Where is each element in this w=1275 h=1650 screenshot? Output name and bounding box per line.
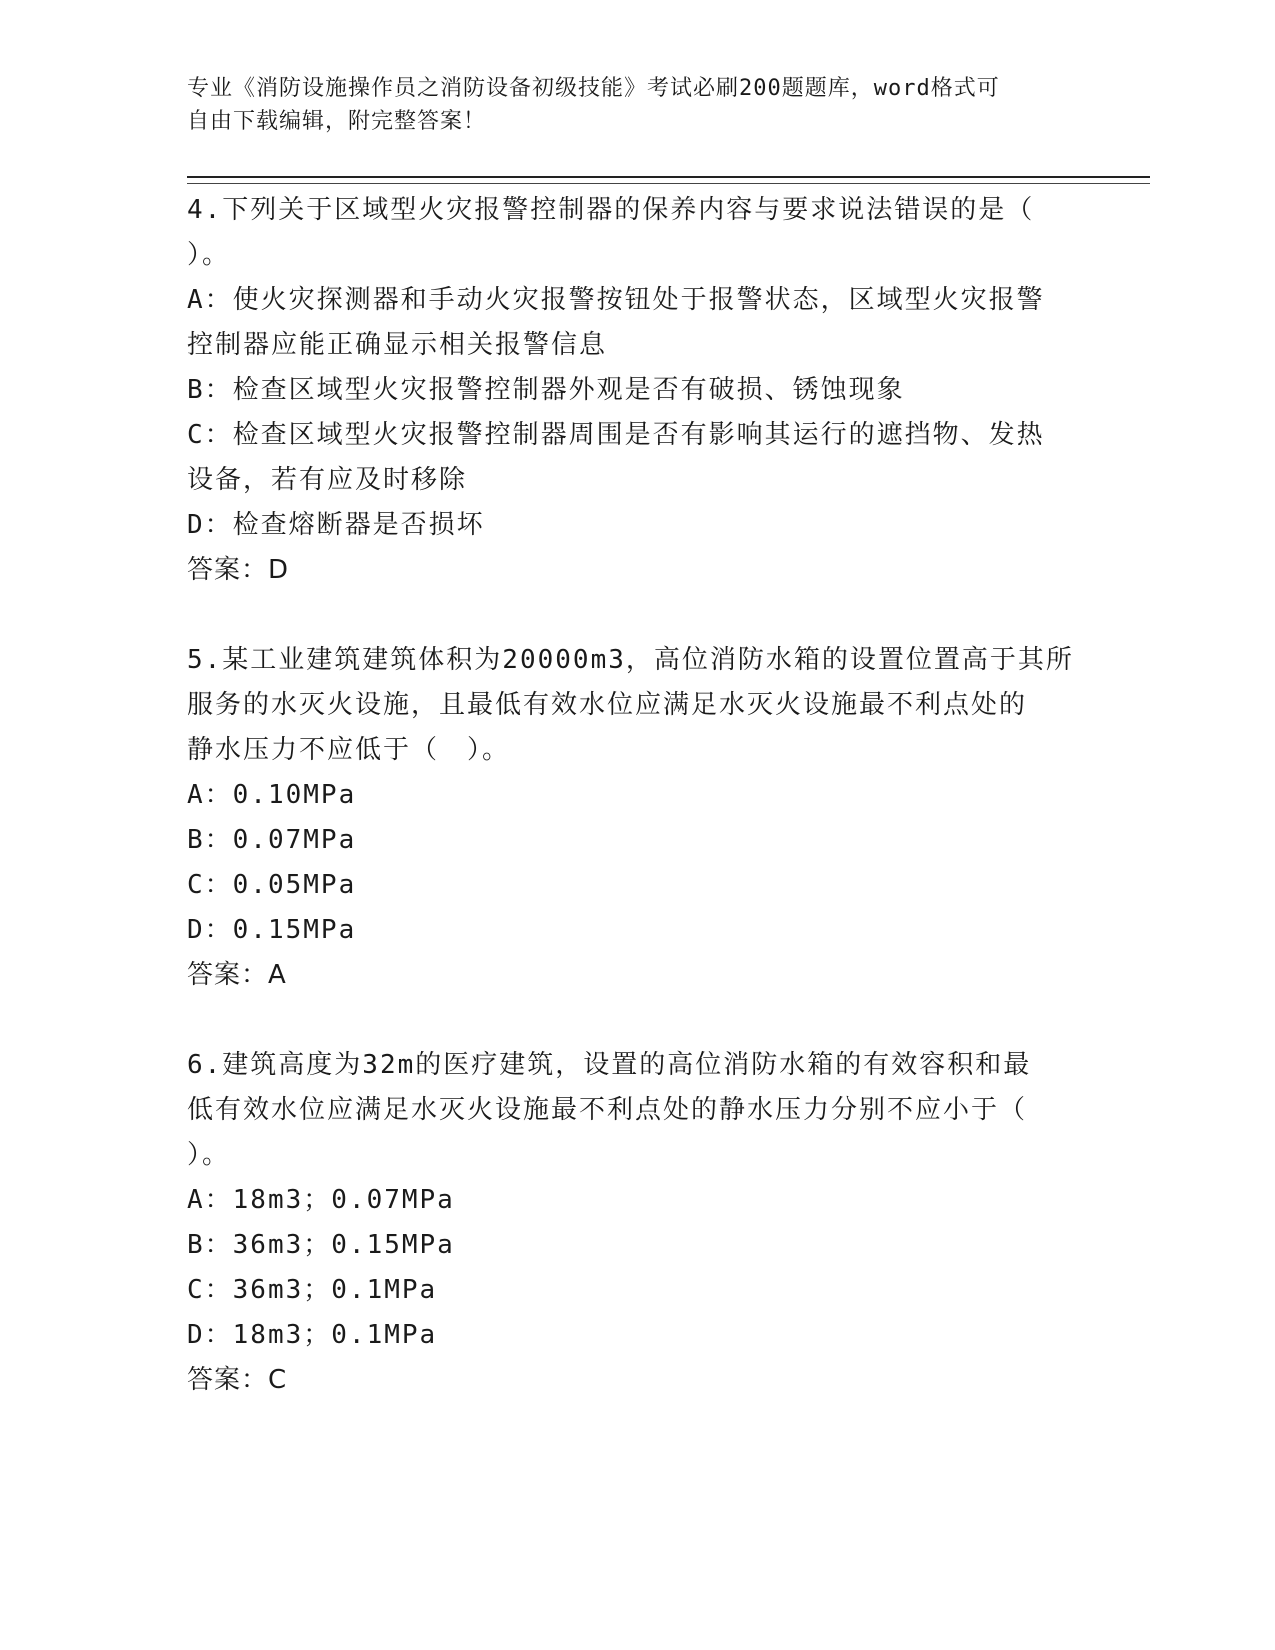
question-5-answer: 答案：A	[187, 960, 287, 990]
question-6-text-line-1: 6.建筑高度为32m的医疗建筑，设置的高位消防水箱的有效容积和最	[187, 1050, 1032, 1080]
question-6-answer: 答案：C	[187, 1365, 288, 1395]
question-5-text-line-1: 5.某工业建筑建筑体积为20000m3，高位消防水箱的设置位置高于其所	[187, 645, 1074, 675]
question-5-option-d: D：0.15MPa	[187, 915, 357, 945]
header-divider-thick	[187, 176, 1150, 178]
question-5-option-b: B：0.07MPa	[187, 825, 357, 855]
question-list	[187, 188, 1087, 1448]
question-6-text-line-3: ）。	[187, 1140, 231, 1170]
header-line-1: 专业《消防设施操作员之消防设备初级技能》考试必刷200题题库，word格式可	[187, 76, 1000, 101]
question-5-option-c: C：0.05MPa	[187, 870, 357, 900]
question-4	[187, 188, 1087, 593]
question-5-option-a: A：0.10MPa	[187, 780, 357, 810]
question-6-option-c: C：36m3；0.1MPa	[187, 1275, 438, 1305]
question-4-option-d: D：检查熔断器是否损坏	[187, 510, 485, 540]
header-line-2: 自由下载编辑，附完整答案！	[187, 109, 487, 134]
question-4-option-a-line-1: A：使火灾探测器和手动火灾报警按钮处于报警状态，区域型火灾报警	[187, 285, 1045, 315]
question-4-option-c-line-1: C：检查区域型火灾报警控制器周围是否有影响其运行的遮挡物、发热	[187, 420, 1045, 450]
question-4-option-b: B：检查区域型火灾报警控制器外观是否有破损、锈蚀现象	[187, 375, 905, 405]
question-4-text-line-2: ）。	[187, 240, 231, 270]
document-header	[187, 72, 1067, 138]
question-6-option-b: B：36m3；0.15MPa	[187, 1230, 455, 1260]
question-6-option-a: A：18m3；0.07MPa	[187, 1185, 455, 1215]
header-divider-thin	[187, 183, 1150, 184]
question-6	[187, 1043, 1087, 1403]
question-6-option-d: D：18m3；0.1MPa	[187, 1320, 438, 1350]
question-4-option-c-line-2: 设备，若有应及时移除	[187, 465, 468, 495]
question-5-text-line-3: 静水压力不应低于（ ）。	[187, 735, 511, 765]
question-5	[187, 638, 1087, 998]
question-6-text-line-2: 低有效水位应满足水灭火设施最不利点处的静水压力分别不应小于（	[187, 1095, 1028, 1125]
question-4-option-a-line-2: 控制器应能正确显示相关报警信息	[187, 330, 608, 360]
question-4-answer: 答案：D	[187, 555, 290, 585]
question-4-text-line-1: 4.下列关于区域型火灾报警控制器的保养内容与要求说法错误的是（	[187, 195, 1035, 225]
question-5-text-line-2: 服务的水灭火设施，且最低有效水位应满足水灭火设施最不利点处的	[187, 690, 1028, 720]
